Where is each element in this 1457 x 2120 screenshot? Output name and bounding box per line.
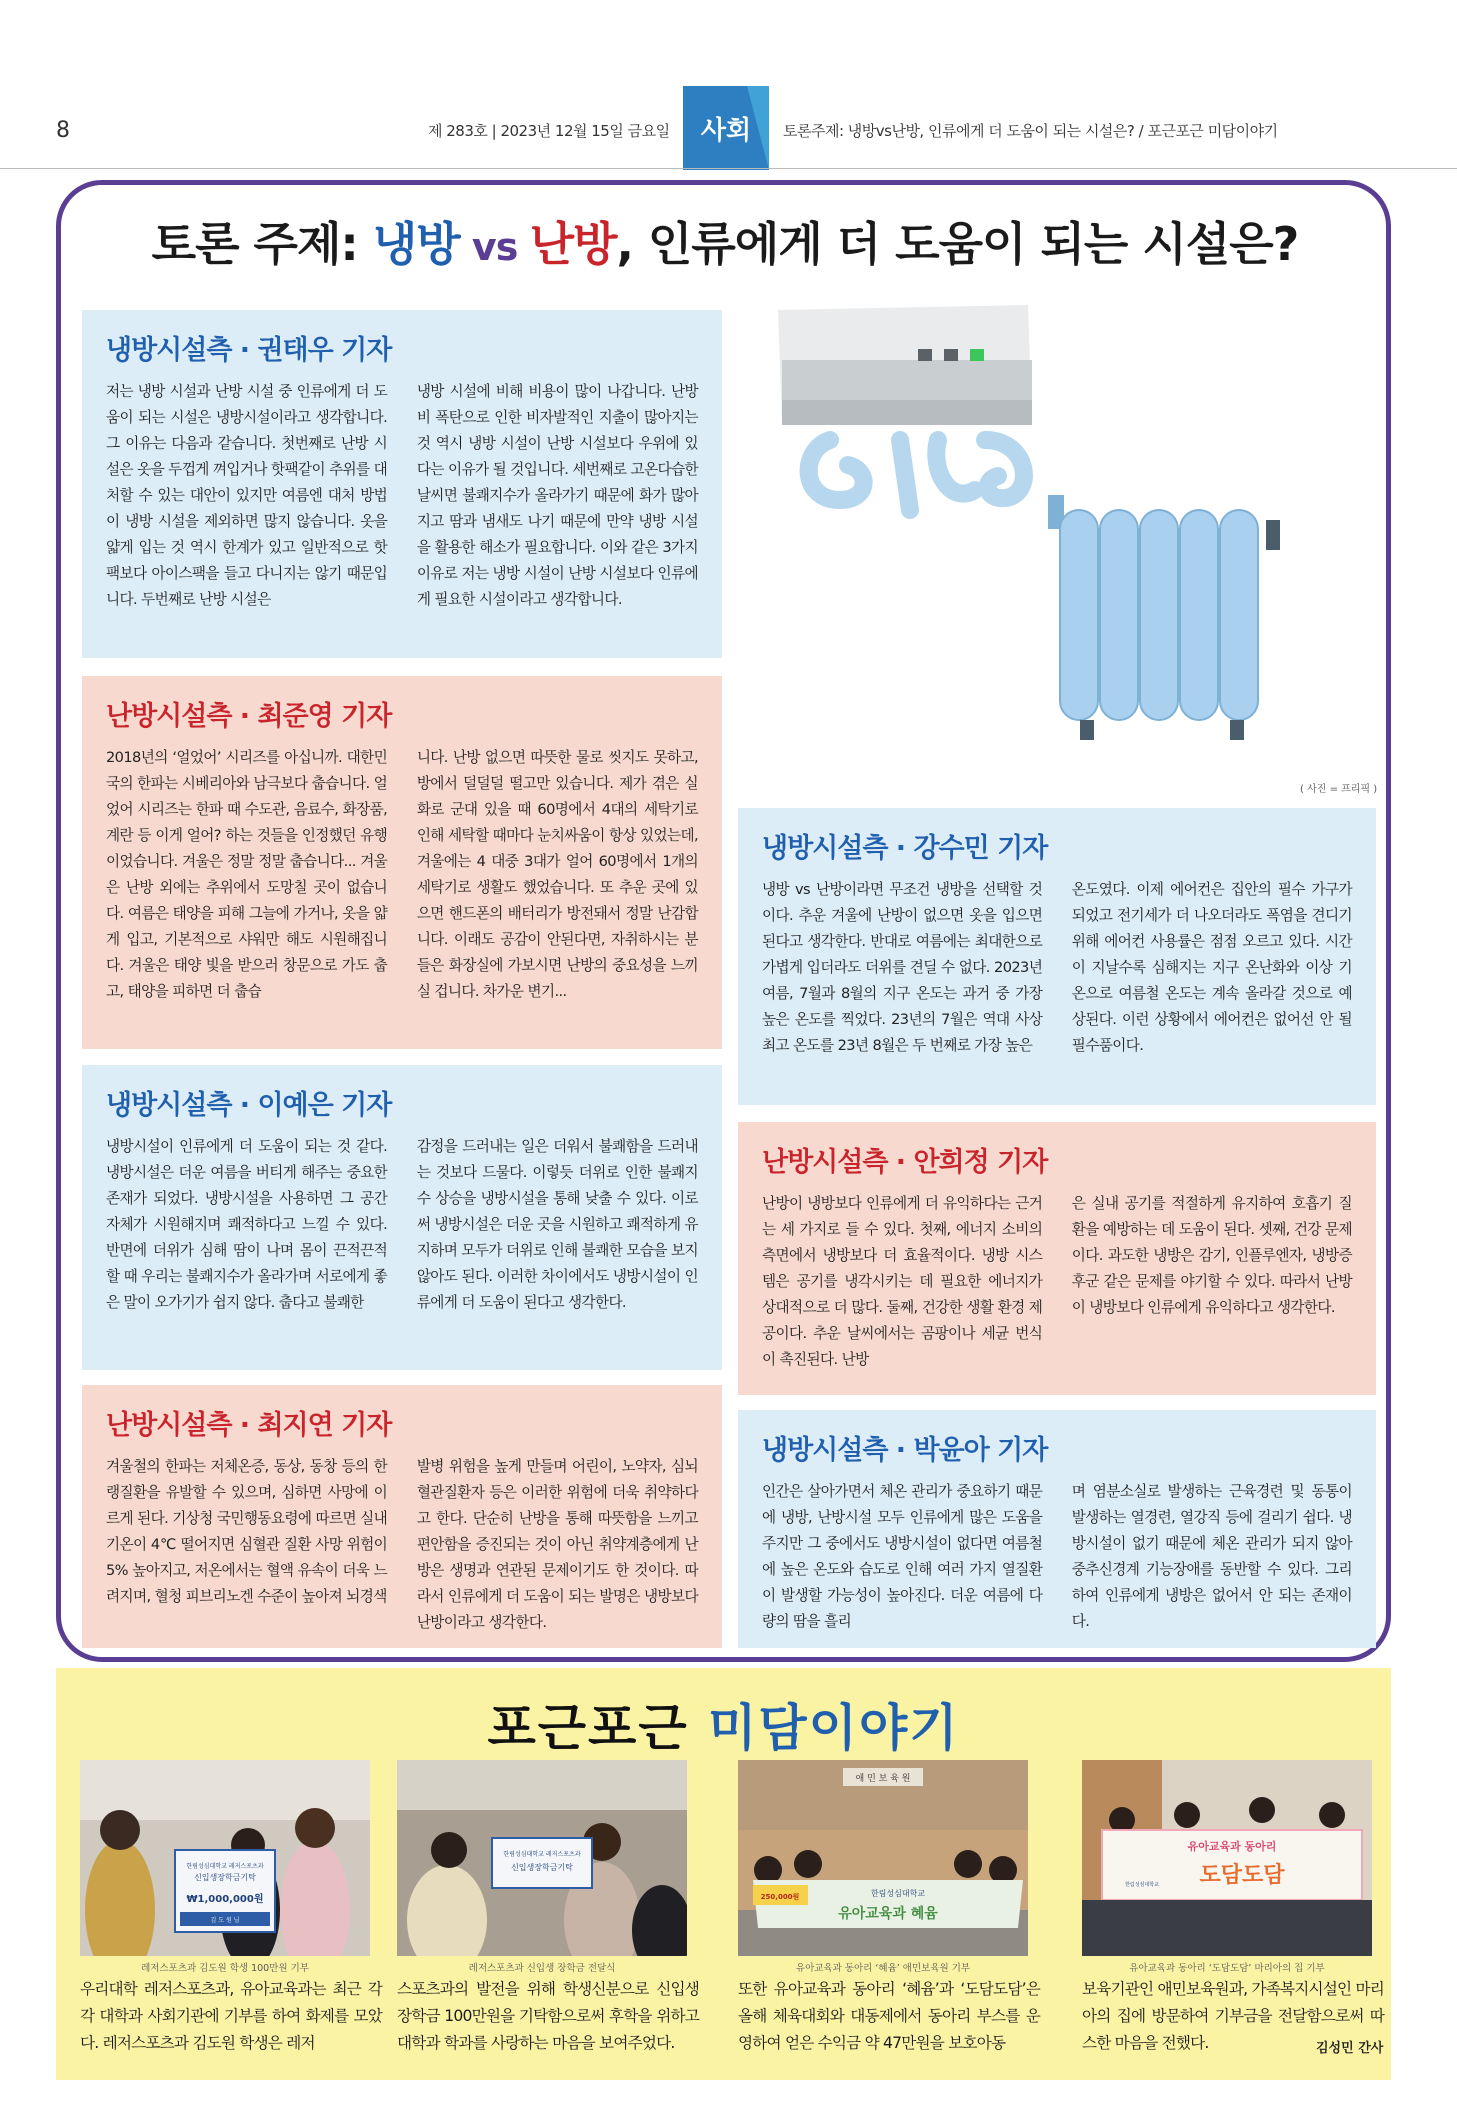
building-sign: 애 민 보 육 원 [855,1774,911,1784]
sign-line-1: 한림성심대학교 레저스포츠과 [186,1863,264,1870]
article-box [738,1122,1376,1395]
story-photo-1 [80,1760,370,1956]
radiator-icon [1048,495,1280,740]
banner-main: 도담도담 [1199,1863,1285,1888]
article-col-1: 냉방시설이 인류에게 더 도움이 되는 것 같다. 냉방시설은 더운 여름을 버티게 해주는 중요한 존재가 되었다. 냉방시설을 사용하면 그 공간 자체가 시원해지며 쾌적하다고 느낄 수 있다. 반면에 더위가 심해 땀이 나며 몸이 끈적끈적 할 때 우리는 불쾌지수가 올라가며 서로에게 좋은 말이 오가기가 쉽지 않다. 춥다고 불쾌한 [106,1138,388,1311]
photo-credit: ( 사진 = 프리픽 ) [1300,784,1378,795]
page-number: 8 [56,118,70,143]
story-caption-4: 유아교육과 동아리 ‘도담도담’ 마리아의 집 기부 [1129,1963,1325,1974]
article-col-2: 며 염분소실로 발생하는 근육경련 및 동통이 발생하는 열경련, 열강직 등에 걸리기 쉽다. 냉방시설이 없기 때문에 체온 관리가 되지 않아 중추신경계 기능장애를 동반할 수 있다. 그리하여 인류에게 냉방은 없어서 안 되는 존재이다. [1071,1483,1352,1630]
title-cooling: 냉방 [372,217,460,271]
sign-amount: ₩1,000,000원 [186,1894,264,1905]
story-text-4: 보육기관인 애민보육원과, 가족복지시설인 마리아의 집에 방문하여 기부금을 전달함으로써 따스한 마음을 전했다. [1082,1980,1384,2052]
story-text-1: 우리대학 레저스포츠과, 유아교육과는 최근 각각 대학과 사회기관에 기부를 하여 화제를 모았다. 레저스포츠과 김도원 학생은 레저 [80,1980,382,2052]
story-caption-3: 유아교육과 동아리 ‘혜윰’ 애민보육원 기부 [795,1963,971,1974]
debate-title [60,208,1390,274]
story-photo-3 [738,1760,1028,1956]
airflow-icon [809,440,1024,510]
sign-amount: 250,000원 [760,1893,800,1901]
article-heading: 난방시설측 · 최준영 기자 [106,701,392,732]
title-suffix: , 인류에게 더 도움이 되는 시설은? [616,217,1299,271]
story-caption-2: 레저스포츠과 신입생 장학금 전달식 [468,1963,616,1974]
story-photo-4 [1082,1760,1372,1956]
article-heading: 난방시설측 · 최지연 기자 [106,1410,392,1441]
article-heading: 냉방시설측 · 이예은 기자 [106,1090,392,1121]
title-prefix: 토론 주제: [151,217,373,271]
article-heading: 난방시설측 · 안희정 기자 [762,1147,1048,1178]
banner-school: 한림성심대학교 [1125,1882,1159,1888]
section-label: 사회 [700,115,752,146]
article-col-1: 저는 냉방 시설과 난방 시설 중 인류에게 더 도움이 되는 시설은 냉방시설이라고 생각합니다. 그 이유는 다음과 같습니다. 첫번째로 난방 시설은 옷을 두껍게 껴입거나 핫팩같이 추위를 대처할 수 있는 대안이 있지만 여름엔 대처 방법이 냉방 시설을 제외하면 많지 않습니다. 옷을 얇게 입는 것 역시 한계가 있고 일반적으로 핫팩보다 아이스팩을 들고 다니지는 않기 때문입니다. 두번째로 난방 시설은 [106,383,388,608]
aircon-radiator-illustration [760,300,1360,740]
article-col-2: 온도였다. 이제 에어컨은 집안의 필수 가구가 되었고 전기세가 더 나오더라도 폭염을 견디기 위해 에어컨 사용률은 점점 오르고 있다. 시간이 지날수록 심해지는 지구 온난화와 이상 기온으로 여름철 온도는 계속 올라갈 것으로 예상된다. 이런 상황에서 에어컨은 없어선 안 될 필수품이다. [1071,881,1352,1054]
article-heading: 냉방시설측 · 강수민 기자 [762,833,1048,864]
story-caption-1: 레저스포츠과 김도원 학생 100만원 기부 [141,1963,309,1974]
title-vs: vs [459,225,530,269]
section-tab [683,86,769,170]
story-text-3: 또한 유아교육과 동아리 ‘혜윰’과 ‘도담도담’은 올해 체육대회와 대동제에서 동아리 부스를 운영하여 얻은 수익금 약 47만원을 보호아동 [738,1980,1040,2052]
article-col-2: 니다. 난방 없으면 따뜻한 물로 씻지도 못하고, 방에서 덜덜덜 떨고만 있습니다. 제가 겪은 실화로 군대 있을 때 60명에서 4대의 세탁기로 인해 세탁할 때마다 눈치싸움이 항상 있었는데, 겨울에는 4 대중 3대가 얼어 60명에서 1개의 세탁기로 생활도 했었습니다. 또 추운 곳에 있으면 핸드폰의 배터리가 방전돼서 정말 난감합니다. 이래도 공감이 안된다면, 자취하시는 분들은 화장실에 가보시면 난방의 중요성을 느끼실 겁니다. 차가운 변기... [416,749,698,1000]
article-box [82,1385,722,1648]
story-title-part2: 미담이야기 [708,1699,960,1757]
story-photo-2 [397,1760,687,1956]
article-box [738,1410,1376,1648]
banner-top: 유아교육과 동아리 [1187,1840,1277,1853]
page-topics: 토론주제: 냉방vs난방, 인류에게 더 도움이 되는 시설은? / 포근포근 미담이야기 [783,122,1278,140]
story-title-part1: 포근포근 [487,1699,709,1757]
sign-line-2: 신입생장학금기탁 [194,1873,256,1882]
title-heating: 난방 [529,217,617,271]
article-col-1: 난방이 냉방보다 인류에게 더 유익하다는 근거는 세 가지로 들 수 있다. 첫째, 에너지 소비의 측면에서 냉방보다 더 효율적이다. 냉방 시스템은 공기를 냉각시키는 데 필요한 에너지가 상대적으로 더 많다. 둘째, 건강한 생활 환경 제공이다. 추운 날씨에서는 곰팡이나 세균 번식이 촉진된다. 난방 [762,1195,1043,1368]
article-col-1: 2018년의 ‘얼었어’ 시리즈를 아십니까. 대한민국의 한파는 시베리아와 남극보다 춥습니다. 얼었어 시리즈는 한파 때 수도관, 음료수, 화장품, 계란 등 이게 얼어? 하는 것들을 인정했던 유행이었습니다. 겨울은 정말 정말 춥습니다... 겨울은 난방 외에는 추위에서 도망칠 곳이 없습니다. 여름은 태양을 피해 그늘에 가거나, 옷을 얇게 입고, 기본적으로 샤워만 해도 시원해집니다. 겨울은 태양 빛을 받으러 창문으로 가도 춥고, 태양을 피하면 더 춥습 [106,749,388,1000]
article-col-2: 은 실내 공기를 적절하게 유지하여 호흡기 질환을 예방하는 데 도움이 된다. 셋째, 건강 문제이다. 과도한 냉방은 감기, 인플루엔자, 냉방증후군 같은 문제를 야기할 수 있다. 따라서 난방이 냉방보다 인류에게 유익하다고 생각한다. [1071,1195,1352,1316]
banner-text: 유아교육과 혜윰 [838,1906,938,1922]
article-col-1: 겨울철의 한파는 저체온증, 동상, 동창 등의 한랭질환을 유발할 수 있으며, 심하면 사망에 이르게 된다. 기상청 국민행동요령에 따르면 실내 기온이 4℃ 떨어지면 심혈관 질환 사망 위험이 5% 높아지고, 저온에서는 혈액 유속이 더욱 느려지며, 혈청 피브리노겐 수준이 높아져 뇌경색 [106,1458,388,1605]
sign-line-1: 한림성심대학교 레저스포츠과 [503,1851,581,1858]
sign-name: 김 도 원 님 [210,1917,240,1924]
article-box [82,1065,722,1370]
sign-line-2: 신입생장학금기탁 [511,1863,573,1872]
article-heading: 냉방시설측 · 권태우 기자 [106,335,392,366]
article-box [738,808,1376,1105]
article-heading: 냉방시설측 · 박윤아 기자 [762,1435,1048,1466]
article-col-2: 냉방 시설에 비해 비용이 많이 나갑니다. 난방비 폭탄으로 인한 비자발적인 지출이 많아지는 것 역시 냉방 시설이 난방 시설보다 우위에 있다는 이유가 될 것입니다. 세번째로 고온다습한 날씨면 불쾌지수가 올라가기 때문에 화가 많아지고 땀과 냄새도 나기 때문에 만약 냉방 시설을 활용한 해소가 필요합니다. 이와 같은 3가지 이유로 저는 냉방 시설이 난방 시설보다 인류에게 필요한 시설이라고 생각합니다. [416,383,698,608]
article-col-1: 냉방 vs 난방이라면 무조건 냉방을 선택할 것이다. 추운 겨울에 난방이 없으면 옷을 입으면 된다고 생각한다. 반대로 여름에는 최대한으로 가볍게 입더라도 더위를 견딜 수 없다. 2023년 여름, 7월과 8월의 지구 온도는 과거 중 가장 높은 온도를 찍었다. 23년의 7월은 역대 사상 최고 온도를 23년 8월은 두 번째로 가장 높은 [762,881,1043,1054]
banner-school: 한림성심대학교 [870,1889,926,1898]
article-col-1: 인간은 살아가면서 체온 관리가 중요하기 때문에 냉방, 난방시설 모두 인류에게 많은 도움을 주지만 그 중에서도 냉방시설이 없다면 여름철에 높은 온도와 습도로 인해 여러 가지 열질환이 발생할 가능성이 높아진다. 더운 여름에 다량의 땀을 흘리 [762,1483,1043,1630]
article-col-2: 발병 위험을 높게 만들며 어린이, 노약자, 심뇌혈관질환자 등은 이러한 위험에 더욱 취약하다고 한다. 단순히 난방을 통해 따뜻함을 느끼고 편안함을 증진되는 것이 아닌 취약계층에게 난방은 생명과 연관된 문제이기도 한 것이다. 따라서 인류에게 더 도움이 되는 발명은 냉방보다 난방이라고 생각한다. [416,1458,698,1631]
story-author: 김성민 간사 [1316,2041,1384,2056]
article-col-2: 감정을 드러내는 일은 더워서 불쾌함을 드러내는 것보다 드물다. 이렇듯 더위로 인한 불쾌지수 상승을 냉방시설을 통해 낮출 수 있다. 이로써 냉방시설은 더운 곳을 시원하고 쾌적하게 유지하며 모두가 더위로 인해 불쾌한 모습을 보지 않아도 된다. 이러한 차이에서도 냉방시설이 인류에게 더 도움이 된다고 생각한다. [416,1138,698,1311]
story-text-2: 스포츠과의 발전을 위해 학생신분으로 신입생 장학금 100만원을 기탁함으로써 후학을 위하고 대학과 학과를 사랑하는 마음을 보여주었다. [397,1980,699,2052]
air-conditioner-icon [778,305,1032,425]
header-divider [0,168,1457,169]
issue-info: 제 283호 | 2023년 12월 15일 금요일 [428,122,670,140]
article-box [82,310,722,658]
story-title [56,1688,1391,1760]
article-box [82,676,722,1049]
